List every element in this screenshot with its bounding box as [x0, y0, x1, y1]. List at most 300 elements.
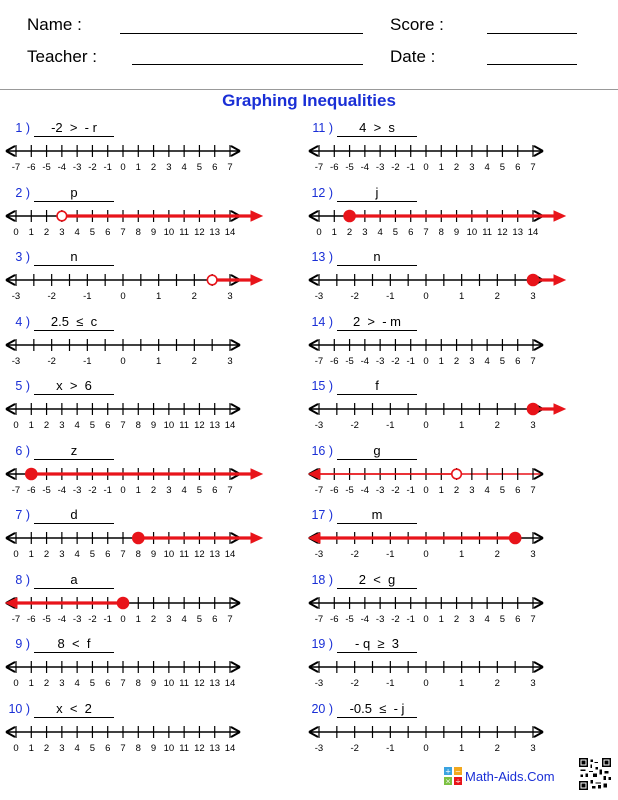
tick-label: 3	[469, 355, 475, 367]
number-line[interactable]	[307, 200, 569, 240]
tick-label: -6	[330, 484, 339, 496]
tick-label: 11	[179, 678, 190, 689]
problem-item	[305, 250, 605, 313]
tick-label: 10	[163, 742, 175, 754]
tick-label: 1	[156, 355, 162, 367]
tick-label: 0	[13, 226, 19, 238]
site-link[interactable]: Math-Aids.Com	[465, 769, 555, 784]
problem-text: n	[337, 249, 417, 266]
tick-label: -2	[47, 355, 56, 367]
tick-label: -2	[350, 742, 359, 754]
tick-label: 0	[423, 484, 429, 496]
tick-label: 2	[43, 549, 50, 560]
problem-number: 12 )	[311, 185, 333, 200]
date-label: Date :	[390, 47, 436, 66]
tick-label: 5	[89, 420, 96, 431]
number-line[interactable]	[4, 329, 266, 369]
problem-item	[2, 637, 302, 700]
tick-label: 0	[423, 291, 429, 302]
problem-number: 3 )	[15, 250, 30, 264]
tick-label: 3	[530, 420, 536, 431]
svg-text:÷: ÷	[455, 777, 461, 785]
tick-label: 1	[438, 613, 444, 625]
tick-label: 2	[43, 742, 50, 754]
tick-label: -7	[314, 484, 324, 496]
tick-label: 5	[196, 162, 203, 173]
tick-label: 0	[316, 226, 322, 238]
score-label: Score :	[390, 15, 444, 34]
problem-number: 17 )	[311, 508, 333, 522]
tick-label: -3	[314, 549, 324, 560]
tick-label: 1	[28, 549, 34, 560]
problem-number: 20 )	[311, 701, 333, 716]
problem-number: 6 )	[15, 443, 30, 458]
tick-label: -2	[391, 484, 400, 496]
tick-label: 9	[150, 678, 157, 689]
tick-label: 2	[43, 420, 50, 431]
problem-item	[2, 444, 302, 507]
tick-label: 2	[453, 355, 460, 367]
problem-item	[2, 702, 302, 765]
tick-label: 0	[120, 162, 126, 173]
problem-text: n	[34, 249, 114, 266]
tick-label: -2	[47, 291, 56, 302]
tick-label: 1	[459, 549, 465, 560]
tick-label: 3	[166, 613, 172, 625]
tick-label: 7	[530, 484, 536, 496]
open-point[interactable]	[57, 211, 67, 221]
number-line[interactable]	[4, 651, 266, 691]
tick-label: 0	[423, 355, 429, 367]
tick-label: 0	[120, 484, 126, 496]
tick-label: 4	[74, 226, 80, 238]
problem-text: 2 < g	[337, 572, 417, 589]
tick-label: 7	[227, 484, 233, 496]
tick-label: -2	[391, 355, 400, 367]
tick-label: 14	[527, 226, 539, 238]
tick-label: -6	[27, 613, 36, 625]
tick-label: 4	[74, 678, 80, 689]
tick-label: 10	[163, 678, 175, 689]
closed-point[interactable]	[510, 533, 521, 544]
tick-label: 2	[453, 484, 460, 496]
tick-label: -1	[83, 291, 92, 302]
tick-label: -2	[350, 291, 359, 302]
tick-label: 4	[377, 226, 383, 238]
tick-label: -2	[391, 162, 400, 173]
tick-label: 1	[135, 613, 141, 625]
number-line[interactable]	[4, 393, 266, 433]
tick-label: -7	[11, 162, 21, 173]
tick-label: -2	[88, 484, 97, 496]
problem-item	[2, 250, 302, 313]
tick-label: -1	[386, 420, 395, 431]
svg-text:+: +	[445, 767, 451, 776]
number-line[interactable]	[307, 264, 569, 304]
ray-right-arrow-icon	[251, 211, 262, 221]
ray-right-arrow-icon	[251, 533, 262, 543]
tick-label: 3	[469, 484, 475, 496]
tick-label: 4	[74, 549, 80, 560]
tick-label: -5	[42, 613, 51, 625]
number-line[interactable]	[4, 135, 266, 175]
tick-label: 4	[181, 162, 187, 173]
tick-label: -7	[11, 613, 21, 625]
tick-label: 12	[194, 226, 205, 238]
problem-text: -0.5 ≤ - j	[337, 701, 417, 718]
tick-label: 5	[392, 226, 399, 238]
tick-label: 4	[484, 162, 490, 173]
tick-label: 11	[179, 420, 190, 431]
tick-label: 1	[459, 420, 465, 431]
tick-label: 2	[453, 162, 460, 173]
tick-label: 5	[196, 484, 203, 496]
tick-label: 1	[438, 162, 444, 173]
tick-label: -3	[72, 484, 82, 496]
tick-label: 4	[484, 613, 490, 625]
tick-label: -3	[72, 613, 82, 625]
closed-point[interactable]	[528, 404, 539, 415]
number-line[interactable]	[307, 135, 569, 175]
tick-label: 11	[179, 549, 190, 560]
number-line[interactable]	[307, 393, 569, 433]
tick-label: 3	[166, 484, 172, 496]
number-line[interactable]	[307, 329, 569, 369]
problem-text: z	[34, 443, 114, 460]
tick-label: -1	[386, 549, 395, 560]
tick-label: 1	[28, 678, 34, 689]
tick-label: 4	[484, 484, 490, 496]
tick-label: -4	[57, 484, 67, 496]
svg-text:×: ×	[445, 777, 451, 785]
tick-label: 0	[120, 613, 126, 625]
tick-label: -1	[386, 742, 395, 754]
tick-label: 0	[120, 355, 126, 367]
problem-item	[305, 186, 605, 249]
tick-label: 6	[515, 613, 521, 625]
tick-label: 7	[120, 226, 126, 238]
tick-label: -7	[314, 162, 324, 173]
number-line[interactable]	[4, 587, 266, 627]
tick-label: -3	[11, 291, 21, 302]
tick-label: -6	[27, 484, 36, 496]
tick-label: 1	[28, 226, 34, 238]
problem-item	[305, 121, 605, 184]
problem-text: 8 < f	[34, 636, 114, 653]
teacher-label: Teacher :	[27, 47, 97, 66]
tick-label: 5	[89, 678, 96, 689]
number-line[interactable]	[307, 458, 569, 498]
problem-number: 16 )	[311, 443, 333, 458]
tick-label: 5	[89, 226, 96, 238]
tick-label: 9	[150, 226, 157, 238]
tick-label: 2	[43, 226, 50, 238]
tick-label: 7	[120, 742, 126, 754]
tick-label: 6	[408, 226, 414, 238]
tick-label: -4	[360, 355, 370, 367]
tick-label: 7	[530, 355, 536, 367]
tick-label: 11	[482, 226, 493, 238]
tick-label: 1	[459, 291, 465, 302]
qr-code-icon	[579, 758, 611, 790]
tick-label: 13	[209, 678, 221, 689]
tick-label: 10	[163, 420, 175, 431]
tick-label: 3	[59, 549, 65, 560]
tick-label: 6	[105, 420, 111, 431]
tick-label: 3	[469, 613, 475, 625]
tick-label: 8	[135, 678, 141, 689]
tick-label: 4	[74, 420, 80, 431]
tick-label: -1	[103, 613, 112, 625]
problem-text: g	[337, 443, 417, 460]
tick-label: 3	[469, 162, 475, 173]
tick-label: 5	[89, 549, 96, 560]
tick-label: -7	[314, 613, 324, 625]
problem-item	[305, 702, 605, 765]
tick-label: -3	[375, 484, 385, 496]
tick-label: -3	[375, 355, 385, 367]
tick-label: 2	[346, 226, 353, 238]
tick-label: -2	[350, 420, 359, 431]
tick-label: 8	[135, 742, 141, 754]
problem-text: x > 6	[34, 378, 114, 395]
number-line[interactable]	[4, 716, 266, 756]
tick-label: -1	[406, 355, 415, 367]
tick-label: 3	[530, 549, 536, 560]
tick-label: 14	[224, 226, 236, 238]
tick-label: 2	[494, 549, 500, 560]
number-line[interactable]	[307, 522, 569, 562]
tick-label: 12	[194, 678, 205, 689]
problem-text: 2 > - m	[337, 314, 417, 331]
problem-number: 8 )	[15, 572, 30, 587]
problem-item	[2, 186, 302, 249]
problem-number: 9 )	[15, 637, 30, 651]
tick-label: -4	[57, 613, 67, 625]
tick-label: 8	[135, 549, 141, 560]
tick-label: 4	[74, 742, 80, 754]
problem-number: 7 )	[15, 508, 30, 522]
tick-label: 12	[194, 420, 205, 431]
tick-label: 0	[423, 162, 429, 173]
tick-label: 2	[150, 484, 157, 496]
number-line[interactable]	[4, 264, 266, 304]
ray-right-arrow-icon	[554, 404, 565, 414]
tick-label: 6	[105, 742, 111, 754]
tick-label: 2	[494, 742, 500, 754]
tick-label: 13	[209, 549, 221, 560]
problem-text: p	[34, 185, 114, 202]
closed-point[interactable]	[118, 597, 129, 608]
closed-point[interactable]	[528, 275, 539, 286]
problem-item	[2, 121, 302, 184]
tick-label: -2	[350, 549, 359, 560]
tick-label: 10	[466, 226, 478, 238]
tick-label: -4	[360, 484, 370, 496]
tick-label: 5	[499, 162, 506, 173]
problem-item	[2, 508, 302, 571]
number-line[interactable]	[4, 522, 266, 562]
tick-label: 6	[105, 549, 111, 560]
problem-number: 18 )	[311, 572, 333, 587]
tick-label: 0	[13, 420, 19, 431]
tick-label: -5	[42, 484, 51, 496]
problem-item	[305, 508, 605, 571]
closed-point[interactable]	[344, 210, 355, 221]
tick-label: 2	[494, 678, 500, 689]
tick-label: 12	[194, 742, 205, 754]
problem-item	[305, 637, 605, 700]
number-line[interactable]	[307, 587, 569, 627]
ray-right-arrow-icon	[554, 275, 565, 285]
tick-label: 2	[453, 613, 460, 625]
tick-label: -2	[88, 162, 97, 173]
tick-label: -3	[314, 742, 324, 754]
tick-label: 10	[163, 549, 175, 560]
tick-label: -1	[103, 162, 112, 173]
tick-label: 14	[224, 678, 236, 689]
tick-label: 1	[459, 742, 465, 754]
tick-label: -5	[345, 355, 354, 367]
tick-label: 0	[423, 613, 429, 625]
tick-label: 3	[227, 291, 233, 302]
tick-label: -3	[375, 613, 385, 625]
tick-label: 6	[212, 162, 218, 173]
tick-label: -1	[406, 484, 415, 496]
tick-label: 1	[156, 291, 162, 302]
tick-label: -3	[375, 162, 385, 173]
problem-number: 4 )	[15, 314, 30, 329]
problem-text: -2 > - r	[34, 120, 114, 137]
tick-label: 0	[13, 678, 19, 689]
tick-label: 4	[181, 484, 187, 496]
problem-number: 10 )	[8, 701, 30, 716]
tick-label: 7	[120, 420, 126, 431]
problem-item	[305, 315, 605, 378]
tick-label: 14	[224, 420, 236, 431]
number-line[interactable]	[4, 200, 266, 240]
problem-text: f	[337, 378, 417, 395]
tick-label: 13	[512, 226, 524, 238]
tick-label: 8	[135, 226, 141, 238]
tick-label: 1	[438, 484, 444, 496]
number-line[interactable]	[307, 651, 569, 691]
tick-label: 4	[181, 613, 187, 625]
tick-label: -1	[386, 291, 395, 302]
tick-label: 13	[209, 420, 221, 431]
tick-label: 9	[150, 742, 157, 754]
tick-label: 14	[224, 742, 236, 754]
tick-label: -3	[314, 291, 324, 302]
tick-label: -6	[330, 613, 339, 625]
problem-text: - q ≥ 3	[337, 636, 417, 653]
tick-label: 5	[89, 742, 96, 754]
page-title: Graphing Inequalities	[222, 91, 396, 110]
tick-label: 1	[331, 226, 337, 238]
tick-label: -1	[406, 162, 415, 173]
tick-label: -5	[345, 484, 354, 496]
tick-label: 1	[459, 678, 465, 689]
tick-label: 2	[43, 678, 50, 689]
tick-label: 3	[59, 420, 65, 431]
number-line[interactable]	[307, 716, 569, 756]
tick-label: 5	[499, 613, 506, 625]
tick-label: 2	[150, 613, 157, 625]
tick-label: -1	[386, 678, 395, 689]
tick-label: 3	[530, 291, 536, 302]
closed-point[interactable]	[133, 533, 144, 544]
tick-label: 7	[227, 162, 233, 173]
tick-label: 7	[120, 678, 126, 689]
ray-right-arrow-icon	[554, 211, 565, 221]
tick-label: 7	[530, 613, 536, 625]
tick-label: 3	[362, 226, 368, 238]
tick-label: -1	[83, 355, 92, 367]
tick-label: 9	[150, 549, 157, 560]
number-line[interactable]	[4, 458, 266, 498]
tick-label: 1	[135, 162, 141, 173]
open-point[interactable]	[207, 275, 217, 285]
open-point[interactable]	[452, 469, 462, 479]
problem-item	[2, 315, 302, 378]
tick-label: 6	[212, 484, 218, 496]
tick-label: 5	[499, 484, 506, 496]
tick-label: -2	[391, 613, 400, 625]
tick-label: 2	[191, 355, 197, 367]
tick-label: 8	[135, 420, 141, 431]
problem-number: 15 )	[311, 379, 333, 393]
tick-label: 2	[494, 420, 500, 431]
tick-label: 2	[150, 162, 157, 173]
problem-number: 1 )	[15, 121, 30, 135]
tick-label: 2	[191, 291, 197, 302]
math-aids-logo-icon	[444, 767, 462, 785]
ray-right-arrow-icon	[251, 275, 262, 285]
problem-item	[305, 379, 605, 442]
tick-label: 1	[28, 420, 34, 431]
tick-label: -4	[57, 162, 67, 173]
tick-label: -1	[103, 484, 112, 496]
problem-item	[2, 573, 302, 636]
tick-label: 1	[135, 484, 141, 496]
tick-label: -3	[72, 162, 82, 173]
tick-label: 3	[530, 678, 536, 689]
tick-label: 5	[196, 613, 203, 625]
problem-number: 19 )	[311, 637, 333, 651]
ray-right-arrow-icon	[251, 469, 262, 479]
tick-label: 0	[13, 549, 19, 560]
tick-label: -5	[345, 613, 354, 625]
tick-label: 12	[497, 226, 508, 238]
tick-label: 6	[515, 484, 521, 496]
closed-point[interactable]	[26, 468, 37, 479]
problem-number: 13 )	[311, 250, 333, 264]
problem-item	[305, 573, 605, 636]
tick-label: -3	[314, 420, 324, 431]
problem-number: 5 )	[15, 379, 30, 393]
tick-label: 0	[423, 420, 429, 431]
tick-label: 12	[194, 549, 205, 560]
tick-label: 6	[105, 678, 111, 689]
tick-label: 6	[105, 226, 111, 238]
tick-label: 3	[530, 742, 536, 754]
tick-label: 0	[13, 742, 19, 754]
svg-text:−: −	[455, 767, 461, 776]
problem-text: 4 > s	[337, 120, 417, 137]
tick-label: 10	[163, 226, 175, 238]
tick-label: 9	[453, 226, 460, 238]
tick-label: 1	[438, 355, 444, 367]
